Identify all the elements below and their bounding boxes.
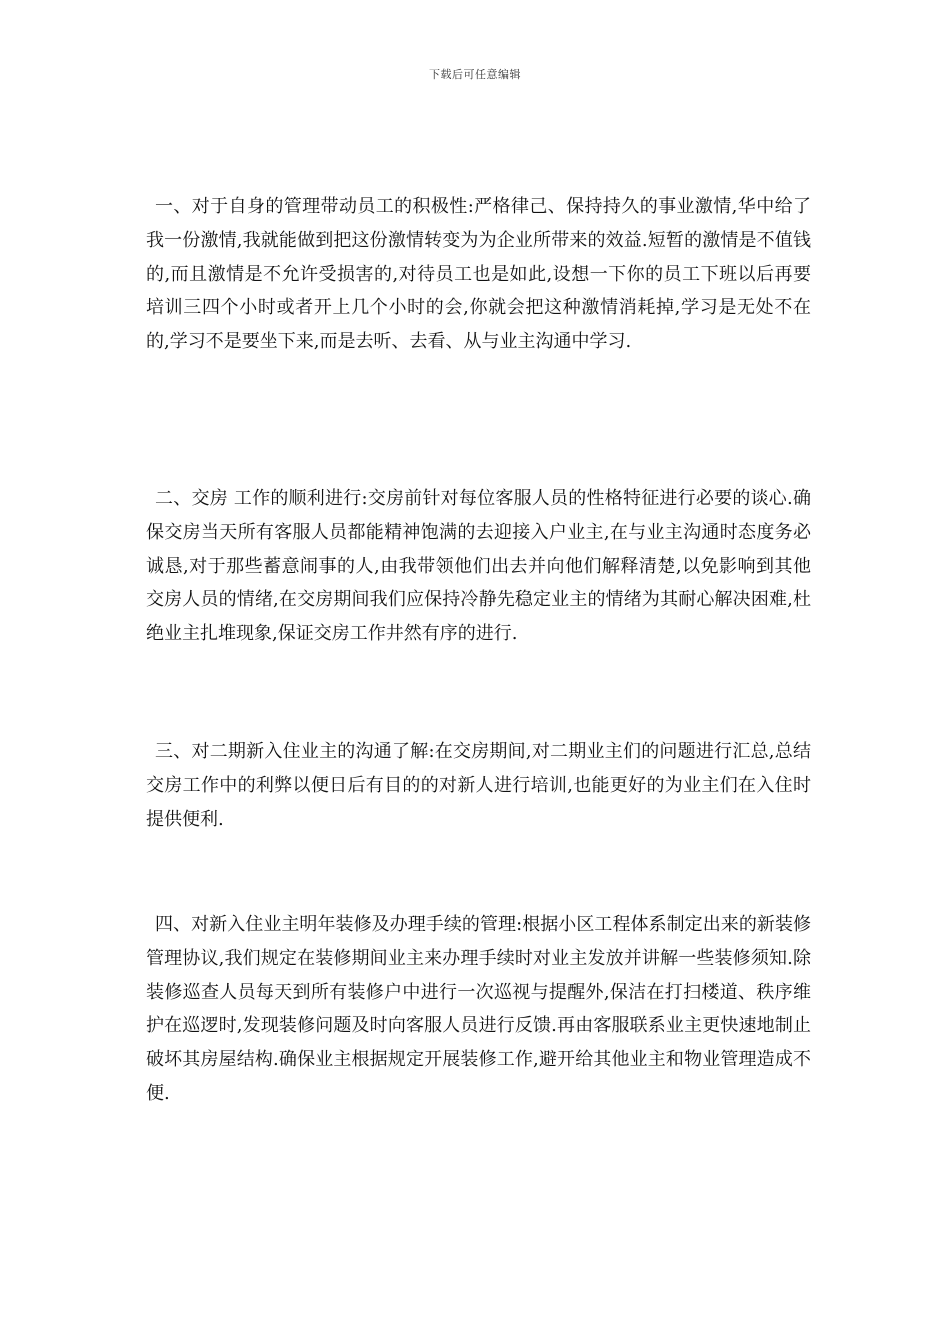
page-header: 下载后可任意编辑 (429, 68, 521, 81)
paragraph-3: 三、对二期新入住业主的沟通了解:在交房期间,对二期业主们的问题进行汇总,总结交房工作中的利弊以便日后有目的的对新人进行培训,也能更好的为业主们在入住时提供便利. (146, 741, 811, 830)
paragraph-1: 一、对于自身的管理带动员工的积极性:严格律己、保持持久的事业激情,华中给了我一份激情,我就能做到把这份激情转变为为企业所带来的效益.短暂的激情是不值钱的,而且激情是不允许受损害的,对待员工也是如此,设想一下你的员工下班以后再要培训三四个小时或者开上几个小时的会,你就会把这种激情消耗掉,学习是无处不在的,学习不是要坐下来,而是去听、去看、从与业主沟通中学习. (146, 196, 811, 353)
paragraph-4: 四、对新入住业主明年装修及办理手续的管理:根据小区工程体系制定出来的新装修管理协议,我们规定在装修期间业主来办理手续时对业主发放并讲解一些装修须知.除装修巡查人员每天到所有装修户中进行一次巡视与提醒外,保洁在打扫楼道、秩序维护在巡逻时,发现装修问题及时向客服人员进行反馈.再由客服联系业主更快速地制止破坏其房屋结构.确保业主根据规定开展装修工作,避开给其他业主和物业管理造成不便. (146, 914, 811, 1104)
paragraph-2: 二、交房 工作的顺利进行:交房前针对每位客服人员的性格特征进行必要的谈心.确保交房当天所有客服人员都能精神饱满的去迎接入户业主,在与业主沟通时态度务必诚恳,对于那些蓄意闹事的人,由我带领他们出去并向他们解释清楚,以免影响到其他交房人员的情绪,在交房期间我们应保持冷静先稳定业主的情绪为其耐心解决困难,杜绝业主扎堆现象,保证交房工作井然有序的进行. (146, 488, 811, 645)
